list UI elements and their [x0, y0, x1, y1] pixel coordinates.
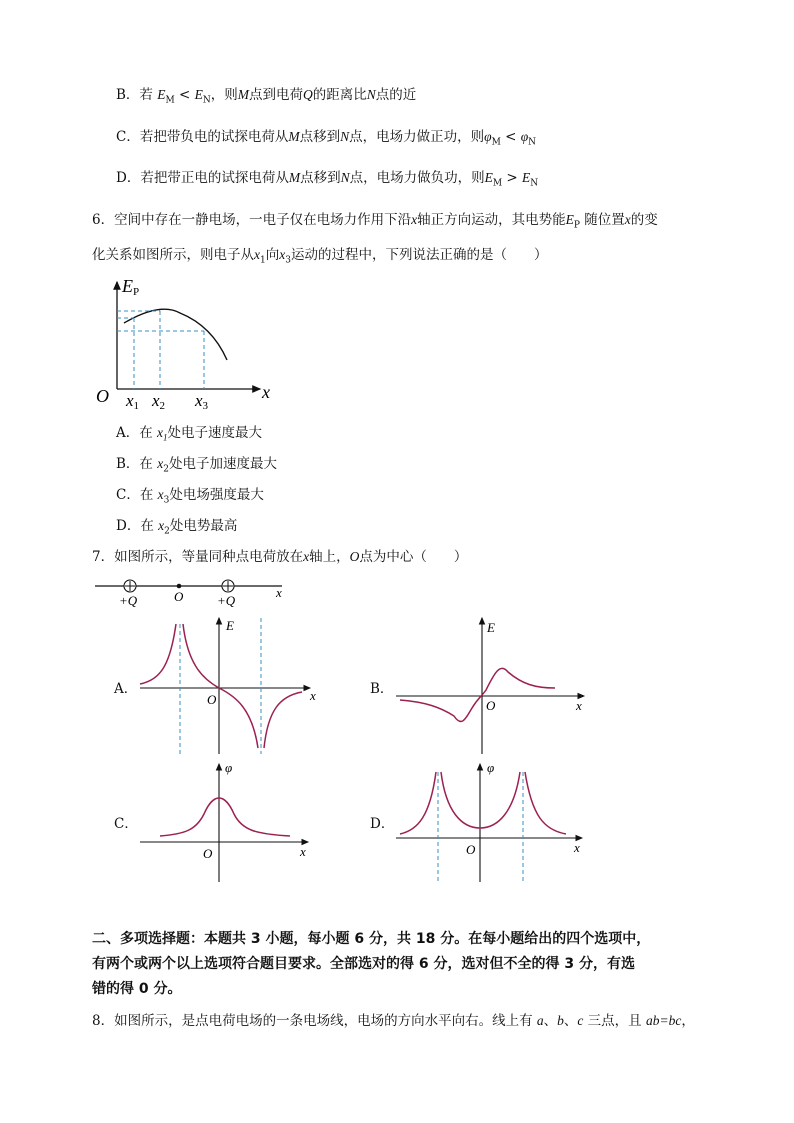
q7-graph-a [130, 612, 330, 762]
q6-y-label: EP [122, 276, 140, 298]
q6-origin-label: O [96, 386, 109, 406]
q7-graph-c [130, 758, 330, 884]
svg-text:x: x [310, 688, 316, 703]
q6-option-c: C．在 $x_3$处电场强度最大 [116, 487, 264, 506]
svg-text:φ: φ [225, 760, 233, 775]
q7a-curve-4 [264, 692, 302, 748]
q7a-curve-1 [140, 624, 176, 684]
q7-charge-axis [90, 574, 300, 610]
svg-text:+Q: +Q [119, 593, 138, 608]
q6-stem-line1: 6．空间中存在一静电场，一电子仅在电场力作用下沿x轴正方向运动，其电势能$E_P$ 随位置x的变 [92, 212, 658, 231]
svg-text:E: E [226, 618, 234, 633]
svg-text:+Q: +Q [217, 593, 236, 608]
q7-option-a-label: A． [114, 681, 138, 697]
q7c-curve [160, 798, 290, 836]
q7-graph-d [390, 758, 590, 884]
q5-option-b: B．若 $E_M < E_N$，则M点到电荷Q的距离比N点的近 [116, 87, 417, 106]
q6-ep-graph [90, 270, 280, 415]
svg-text:E: E [487, 620, 495, 635]
q8-stem: 8．如图所示，是点电荷电场的一条电场线，电场的方向水平向右。线上有 a、b、c 三点，且 ab=bc， [92, 1013, 695, 1029]
svg-text:O: O [207, 692, 217, 707]
q5-option-c: C．若把带负电的试探电荷从M点移到N点，电场力做正功，则$\varphi_M < \varphi_N$ [116, 129, 537, 148]
svg-text:x: x [576, 698, 582, 713]
svg-text:O: O [466, 842, 476, 857]
q5-option-d: D．若把带正电的试探电荷从M点移到N点，电场力做负功，则$E_M > E_N$ [116, 170, 539, 189]
q7-option-c-label: C． [114, 816, 138, 832]
q6-x-label: x [262, 382, 270, 402]
q7d-curve-right [525, 772, 566, 834]
q6-tick-x1: x1 [126, 391, 140, 412]
center-point [177, 584, 182, 589]
q6-ep-curve [124, 309, 227, 360]
q7-graph-b [390, 612, 590, 762]
q6-option-b: B．在 $x_2$处电子加速度最大 [116, 456, 277, 475]
q7-stem: 7．如图所示，等量同种点电荷放在x轴上，O点为中心（ ） [92, 549, 468, 565]
svg-text:O: O [203, 846, 213, 861]
q6-tick-x2: x2 [152, 391, 166, 412]
q7-option-d-label: D． [370, 816, 395, 832]
q6-option-a: A．在 $x_1$处电子速度最大 [116, 425, 263, 443]
q7-option-b-label: B． [370, 681, 394, 697]
q7a-curve-3 [219, 688, 258, 748]
q7a-curve-2 [183, 624, 219, 688]
q7d-curve-left [400, 772, 436, 834]
svg-text:x: x [300, 844, 306, 859]
svg-text:φ: φ [487, 760, 495, 775]
svg-text:O: O [174, 589, 184, 604]
q7b-curve [400, 668, 555, 721]
q6-tick-x3: x3 [195, 391, 209, 412]
svg-text:O: O [486, 698, 496, 713]
svg-text:x: x [276, 585, 282, 600]
q6-option-d: D．在 $x_2$处电势最高 [116, 518, 238, 537]
section2-heading-line2: 有两个或两个以上选项符合题目要求。全部选对的得 6 分，选对但不全的得 3 分，有选 [92, 956, 635, 972]
section2-heading-line1: 二、多项选择题：本题共 3 小题，每小题 6 分，共 18 分。在每小题给出的四个选项中， [92, 931, 651, 947]
section2-heading-line3: 错的得 0 分。 [92, 981, 182, 997]
svg-text:x: x [574, 840, 580, 855]
q6-stem-line2: 化关系如图所示，则电子从$x_1$向$x_3$运动的过程中，下列说法正确的是（ ） [92, 247, 548, 266]
